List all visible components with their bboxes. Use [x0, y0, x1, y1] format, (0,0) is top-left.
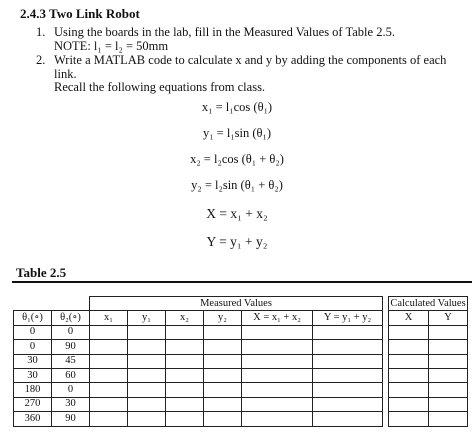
- empty-value-cell: [313, 325, 383, 339]
- theta1-cell: 180: [14, 383, 52, 397]
- column-header: x₂: [166, 311, 204, 325]
- empty-value-cell: [389, 412, 429, 426]
- column-header: X: [389, 311, 429, 325]
- empty-value-cell: [128, 325, 166, 339]
- empty-value-cell: [242, 340, 313, 354]
- equation-Y: Y = y₁ + y₂: [206, 234, 268, 249]
- column-header: Y = y₁ + y₂: [313, 311, 383, 325]
- instruction-number: 1.: [36, 25, 46, 39]
- empty-value-cell: [128, 340, 166, 354]
- instruction-item: [36, 26, 470, 53]
- empty-value-cell: [389, 397, 429, 411]
- table-row: [14, 354, 468, 368]
- caption-rule: [12, 281, 472, 283]
- table-body: [14, 325, 468, 426]
- column-header: θ₁(∘): [14, 311, 52, 325]
- table-column-header-row: [14, 311, 468, 325]
- theta1-cell: 30: [14, 368, 52, 382]
- empty-value-cell: [90, 383, 128, 397]
- empty-value-cell: [429, 325, 468, 339]
- empty-value-cell: [90, 354, 128, 368]
- table-row: [14, 340, 468, 354]
- table-row: [14, 412, 468, 426]
- empty-value-cell: [204, 340, 242, 354]
- group-header-measured: Measured Values: [90, 297, 383, 311]
- empty-value-cell: [166, 383, 204, 397]
- empty-value-cell: [128, 383, 166, 397]
- column-header: y₂: [204, 311, 242, 325]
- instruction-note: NOTE: l₁ = l₂ = 50mm: [54, 38, 169, 53]
- empty-value-cell: [313, 340, 383, 354]
- theta2-cell: 90: [52, 340, 90, 354]
- section-heading: 2.4.3 Two Link Robot: [20, 6, 140, 21]
- empty-value-cell: [389, 340, 429, 354]
- theta1-cell: 30: [14, 354, 52, 368]
- instruction-item: [36, 54, 470, 95]
- column-header: Y: [429, 311, 468, 325]
- empty-value-cell: [389, 354, 429, 368]
- empty-value-cell: [429, 354, 468, 368]
- empty-value-cell: [90, 412, 128, 426]
- theta1-cell: 270: [14, 397, 52, 411]
- table-caption: Table 2.5: [16, 265, 67, 280]
- table-row: [14, 397, 468, 411]
- empty-value-cell: [242, 397, 313, 411]
- empty-value-cell: [429, 368, 468, 382]
- equation-y2: y₂ = l₂sin (θ₁ + θ₂): [191, 178, 283, 192]
- empty-value-cell: [166, 340, 204, 354]
- empty-value-cell: [389, 325, 429, 339]
- theta2-cell: 0: [52, 383, 90, 397]
- empty-value-cell: [128, 412, 166, 426]
- empty-value-cell: [313, 397, 383, 411]
- column-header: y₁: [128, 311, 166, 325]
- empty-value-cell: [242, 325, 313, 339]
- empty-value-cell: [166, 354, 204, 368]
- empty-value-cell: [313, 412, 383, 426]
- empty-value-cell: [429, 397, 468, 411]
- empty-value-cell: [90, 397, 128, 411]
- theta2-cell: 30: [52, 397, 90, 411]
- empty-value-cell: [429, 412, 468, 426]
- empty-value-cell: [90, 340, 128, 354]
- measurements-table: [13, 296, 468, 427]
- instruction-list: [36, 26, 470, 96]
- equation-y1: y₁ = l₁sin (θ₁): [202, 126, 272, 140]
- equation-x2: x₂ = l₂cos (θ₁ + θ₂): [190, 152, 284, 166]
- empty-value-cell: [166, 368, 204, 382]
- empty-value-cell: [166, 412, 204, 426]
- empty-value-cell: [166, 325, 204, 339]
- column-header: X = x₁ + x₂: [242, 311, 313, 325]
- theta1-cell: 0: [14, 325, 52, 339]
- instruction-number: 2.: [36, 53, 46, 67]
- empty-value-cell: [204, 354, 242, 368]
- empty-value-cell: [242, 383, 313, 397]
- empty-value-cell: [389, 383, 429, 397]
- theta2-cell: 45: [52, 354, 90, 368]
- table-row: [14, 325, 468, 339]
- empty-value-cell: [166, 397, 204, 411]
- equation-x1: x₁ = l₁cos (θ₁): [201, 100, 273, 114]
- table-row: [14, 368, 468, 382]
- empty-value-cell: [128, 354, 166, 368]
- instruction-text: Using the boards in the lab, fill in the Measured Values of Table 2.5.: [54, 25, 395, 39]
- empty-value-cell: [313, 368, 383, 382]
- blank-header-cell: [14, 297, 90, 311]
- table-group-header-row: [14, 297, 468, 311]
- empty-value-cell: [204, 368, 242, 382]
- group-header-calculated: Calculated Values: [389, 297, 468, 311]
- empty-value-cell: [389, 368, 429, 382]
- theta2-cell: 60: [52, 368, 90, 382]
- column-header: θ₂(∘): [52, 311, 90, 325]
- theta1-cell: 0: [14, 340, 52, 354]
- equation-X: X = x₁ + x₂: [206, 206, 268, 221]
- empty-value-cell: [242, 368, 313, 382]
- empty-value-cell: [204, 397, 242, 411]
- instruction-text: Write a MATLAB code to calculate x and y by adding the components of each link.: [54, 53, 447, 81]
- empty-value-cell: [90, 325, 128, 339]
- empty-value-cell: [429, 383, 468, 397]
- theta1-cell: 360: [14, 412, 52, 426]
- empty-value-cell: [128, 397, 166, 411]
- empty-value-cell: [313, 354, 383, 368]
- empty-value-cell: [90, 368, 128, 382]
- empty-value-cell: [242, 412, 313, 426]
- empty-value-cell: [429, 340, 468, 354]
- empty-value-cell: [204, 325, 242, 339]
- instruction-text: Recall the following equations from class.: [54, 80, 266, 94]
- empty-value-cell: [242, 354, 313, 368]
- theta2-cell: 90: [52, 412, 90, 426]
- empty-value-cell: [313, 383, 383, 397]
- theta2-cell: 0: [52, 325, 90, 339]
- table-row: [14, 383, 468, 397]
- column-header: x₁: [90, 311, 128, 325]
- empty-value-cell: [204, 383, 242, 397]
- empty-value-cell: [204, 412, 242, 426]
- empty-value-cell: [128, 368, 166, 382]
